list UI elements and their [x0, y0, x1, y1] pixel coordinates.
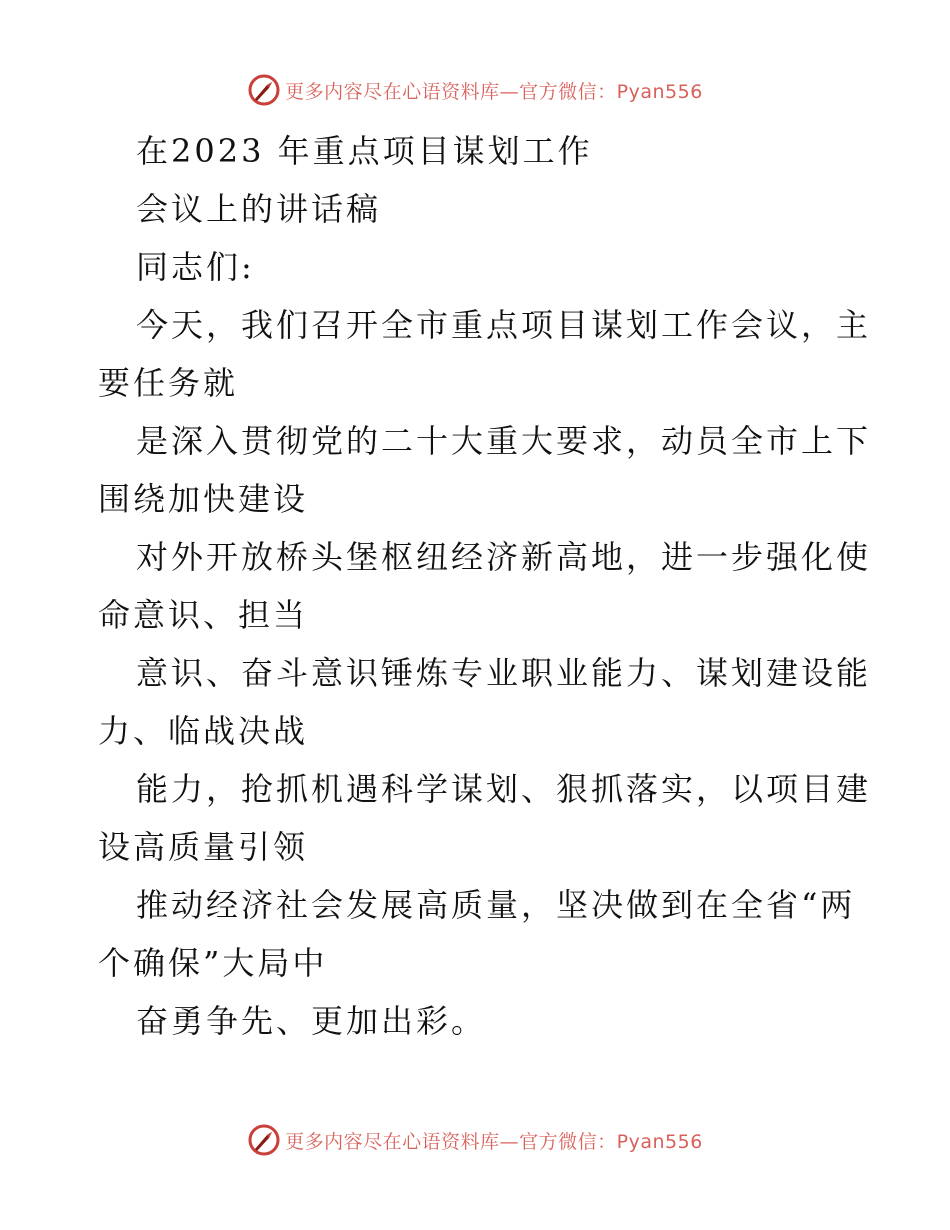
body-line: 推动经济社会发展高质量，坚决做到在全省“两 — [136, 886, 856, 924]
footer-watermark-banner — [0, 1120, 950, 1160]
document-body — [98, 122, 872, 1050]
body-line: 围绕加快建设 — [98, 480, 309, 518]
wechat-id: Pyan556 — [616, 1130, 703, 1153]
body-line: 意识、奋斗意识锤炼专业职业能力、谋划建设能 — [136, 654, 872, 692]
banner-text: 更多内容尽在心语资料库—官方微信：Pyan556 — [285, 1130, 703, 1153]
title-line-2: 会议上的讲话稿 — [136, 190, 382, 228]
body-line: 奋勇争先、更加出彩。 — [136, 1002, 487, 1040]
body-line: 命意识、担当 — [98, 596, 309, 634]
body-line: 今天，我们召开全市重点项目谋划工作会议，主 — [136, 306, 872, 344]
title-line-1: 在2023 年重点项目谋划工作 — [136, 132, 593, 170]
body-line: 要任务就 — [98, 364, 239, 402]
body-line: 能力，抢抓机遇科学谋划、狠抓落实，以项目建 — [136, 770, 872, 808]
salutation: 同志们: — [136, 248, 255, 286]
body-line: 个确保”大局中 — [98, 944, 328, 982]
wechat-id: Pyan556 — [616, 80, 703, 103]
body-line: 设高质量引领 — [98, 828, 309, 866]
pen-nib-logo-icon — [247, 73, 281, 107]
body-line: 是深入贯彻党的二十大重大要求，动员全市上下 — [136, 422, 872, 460]
header-watermark-banner — [0, 70, 950, 110]
banner-text: 更多内容尽在心语资料库—官方微信：Pyan556 — [285, 80, 703, 103]
body-line: 力、临战决战 — [98, 712, 309, 750]
body-line: 对外开放桥头堡枢纽经济新高地，进一步强化使 — [136, 538, 872, 576]
pen-nib-logo-icon — [247, 1123, 281, 1157]
